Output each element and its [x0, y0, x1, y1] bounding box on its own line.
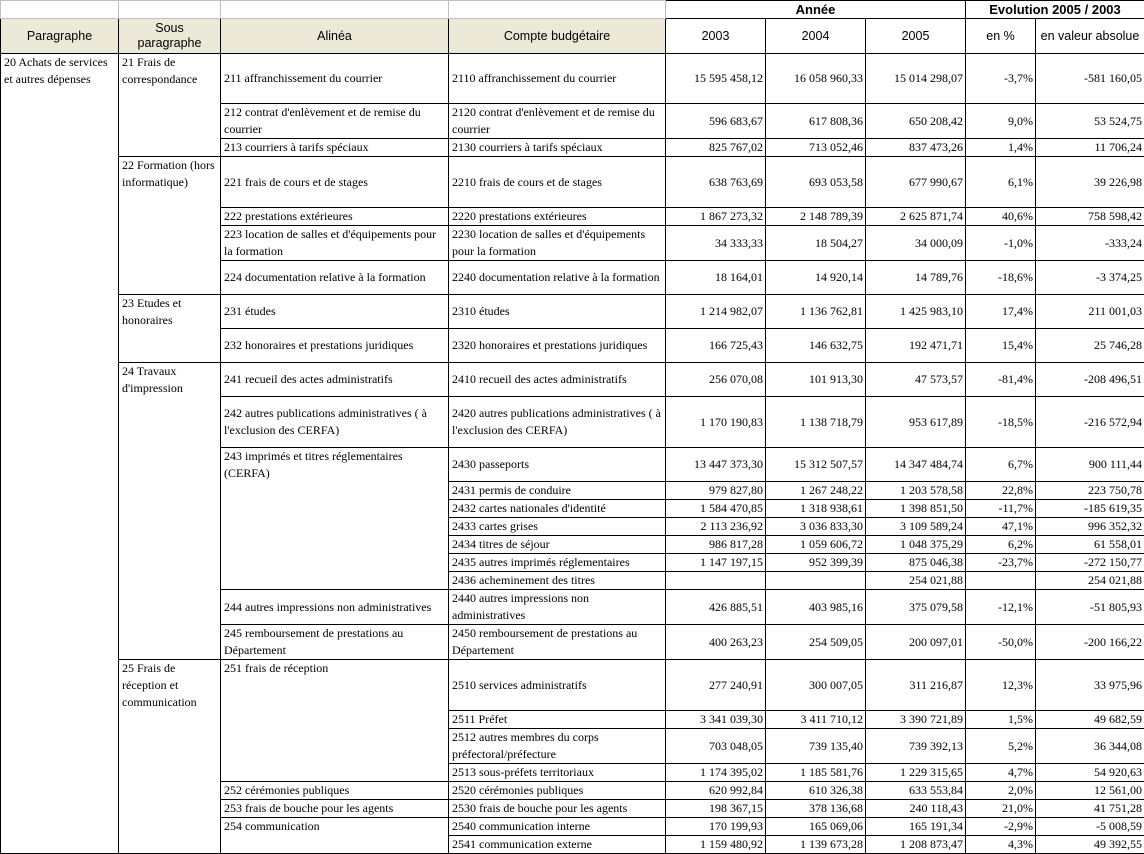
compte-cell: 2431 permis de conduire	[449, 482, 666, 500]
value-2005: 3 109 589,24	[866, 518, 966, 536]
table-row	[1, 157, 1144, 208]
evolution-abs: -272 150,77	[1036, 554, 1144, 572]
compte-cell: 2220 prestations extérieures	[449, 208, 666, 226]
value-2004: 3 411 710,12	[766, 711, 866, 729]
sous-paragraphe-cell: 22 Formation (hors informatique)	[119, 157, 221, 295]
value-2003: 1 867 273,32	[666, 208, 766, 226]
value-2003: 1 170 190,83	[666, 397, 766, 448]
value-2004: 713 052,46	[766, 139, 866, 157]
header-sous-paragraphe: Sous paragraphe	[119, 19, 221, 54]
header-alinea: Alinéa	[221, 19, 449, 54]
header-paragraphe: Paragraphe	[1, 19, 119, 54]
evolution-pct	[966, 572, 1036, 590]
evolution-pct: -18,5%	[966, 397, 1036, 448]
value-2004: 1 059 606,72	[766, 536, 866, 554]
compte-cell: 2530 frais de bouche pour les agents	[449, 800, 666, 818]
compte-cell: 2541 communication externe	[449, 836, 666, 854]
evolution-pct: 5,2%	[966, 729, 1036, 764]
compte-cell: 2512 autres membres du corps préfectoral/préfecture	[449, 729, 666, 764]
value-2005: 1 208 873,47	[866, 836, 966, 854]
header-pct: en %	[966, 19, 1036, 54]
evolution-pct: 15,4%	[966, 329, 1036, 363]
value-2004: 1 138 718,79	[766, 397, 866, 448]
evolution-pct: 22,8%	[966, 482, 1036, 500]
evolution-abs: -5 008,59	[1036, 818, 1144, 836]
evolution-abs: 900 111,44	[1036, 448, 1144, 482]
alinea-cell: 224 documentation relative à la formation	[221, 261, 449, 295]
value-2003: 1 159 480,92	[666, 836, 766, 854]
value-2005: 837 473,26	[866, 139, 966, 157]
header-group-row	[1, 1, 1144, 19]
value-2005: 633 553,84	[866, 782, 966, 800]
value-2005: 192 471,71	[866, 329, 966, 363]
evolution-pct: -50,0%	[966, 625, 1036, 660]
evolution-abs: -216 572,94	[1036, 397, 1144, 448]
evolution-abs: 12 561,00	[1036, 782, 1144, 800]
paragraphe-cell: 20 Achats de services et autres dépenses	[1, 54, 119, 854]
value-2003	[666, 572, 766, 590]
evolution-pct: -12,1%	[966, 590, 1036, 625]
evolution-abs: 33 975,96	[1036, 660, 1144, 711]
evolution-pct: 6,2%	[966, 536, 1036, 554]
compte-cell: 2230 location de salles et d'équipements pour la formation	[449, 226, 666, 261]
evolution-abs: 223 750,78	[1036, 482, 1144, 500]
value-2003: 256 070,08	[666, 363, 766, 397]
evolution-pct: 17,4%	[966, 295, 1036, 329]
evolution-abs: 49 682,59	[1036, 711, 1144, 729]
evolution-abs: 61 558,01	[1036, 536, 1144, 554]
value-2004: 3 036 833,30	[766, 518, 866, 536]
value-2003: 198 367,15	[666, 800, 766, 818]
compte-cell: 2436 acheminement des titres	[449, 572, 666, 590]
value-2004: 378 136,68	[766, 800, 866, 818]
value-2003: 426 885,51	[666, 590, 766, 625]
evolution-pct: 6,7%	[966, 448, 1036, 482]
value-2004: 1 136 762,81	[766, 295, 866, 329]
evolution-abs: 41 751,28	[1036, 800, 1144, 818]
value-2005: 240 118,43	[866, 800, 966, 818]
evolution-pct: 1,5%	[966, 711, 1036, 729]
evolution-pct: -11,7%	[966, 500, 1036, 518]
alinea-cell: 243 imprimés et titres réglementaires (CERFA)	[221, 448, 449, 590]
evolution-pct: -18,6%	[966, 261, 1036, 295]
alinea-cell: 221 frais de cours et de stages	[221, 157, 449, 208]
value-2005: 311 216,87	[866, 660, 966, 711]
value-2004: 403 985,16	[766, 590, 866, 625]
evolution-abs: 25 746,28	[1036, 329, 1144, 363]
value-2005: 34 000,09	[866, 226, 966, 261]
evolution-pct: -1,0%	[966, 226, 1036, 261]
value-2003: 1 174 395,02	[666, 764, 766, 782]
compte-cell: 2510 services administratifs	[449, 660, 666, 711]
alinea-cell: 213 courriers à tarifs spéciaux	[221, 139, 449, 157]
value-2005: 14 347 484,74	[866, 448, 966, 482]
evolution-abs: 11 706,24	[1036, 139, 1144, 157]
value-2004: 952 399,39	[766, 554, 866, 572]
empty-cell	[221, 1, 449, 19]
alinea-cell: 251 frais de réception	[221, 660, 449, 782]
header-2003: 2003	[666, 19, 766, 54]
header-abs: en valeur absolue	[1036, 19, 1144, 54]
value-2003: 703 048,05	[666, 729, 766, 764]
value-2003: 596 683,67	[666, 104, 766, 139]
evolution-pct: 21,0%	[966, 800, 1036, 818]
compte-cell: 2540 communication interne	[449, 818, 666, 836]
evolution-abs: 996 352,32	[1036, 518, 1144, 536]
alinea-cell: 253 frais de bouche pour les agents	[221, 800, 449, 818]
value-2004: 146 632,75	[766, 329, 866, 363]
value-2005: 875 046,38	[866, 554, 966, 572]
value-2003: 15 595 458,12	[666, 54, 766, 104]
evolution-abs: 54 920,63	[1036, 764, 1144, 782]
value-2005: 1 425 983,10	[866, 295, 966, 329]
value-2005: 47 573,57	[866, 363, 966, 397]
compte-cell: 2310 études	[449, 295, 666, 329]
evolution-abs: 211 001,03	[1036, 295, 1144, 329]
value-2005: 254 021,88	[866, 572, 966, 590]
evolution-abs: -185 619,35	[1036, 500, 1144, 518]
compte-cell: 2520 cérémonies publiques	[449, 782, 666, 800]
value-2004: 617 808,36	[766, 104, 866, 139]
evolution-pct: -2,9%	[966, 818, 1036, 836]
value-2003: 638 763,69	[666, 157, 766, 208]
compte-cell: 2110 affranchissement du courrier	[449, 54, 666, 104]
value-2005: 1 229 315,65	[866, 764, 966, 782]
evolution-abs: 758 598,42	[1036, 208, 1144, 226]
evolution-pct: -23,7%	[966, 554, 1036, 572]
empty-cell	[449, 1, 666, 19]
value-2004: 610 326,38	[766, 782, 866, 800]
value-2005: 375 079,58	[866, 590, 966, 625]
value-2004	[766, 572, 866, 590]
value-2003: 277 240,91	[666, 660, 766, 711]
evolution-abs: 49 392,55	[1036, 836, 1144, 854]
evolution-pct: 47,1%	[966, 518, 1036, 536]
alinea-cell: 211 affranchissement du courrier	[221, 54, 449, 104]
evolution-pct: 40,6%	[966, 208, 1036, 226]
value-2003: 18 164,01	[666, 261, 766, 295]
sous-paragraphe-cell: 23 Etudes et honoraires	[119, 295, 221, 363]
value-2004: 1 318 938,61	[766, 500, 866, 518]
compte-cell: 2420 autres publications administratives ( à l'exclusion des CERFA)	[449, 397, 666, 448]
evolution-abs: -208 496,51	[1036, 363, 1144, 397]
value-2003: 1 584 470,85	[666, 500, 766, 518]
compte-cell: 2433 cartes grises	[449, 518, 666, 536]
value-2004: 1 267 248,22	[766, 482, 866, 500]
value-2003: 170 199,93	[666, 818, 766, 836]
sous-paragraphe-cell: 21 Frais de correspondance	[119, 54, 221, 157]
value-2005: 677 990,67	[866, 157, 966, 208]
value-2003: 166 725,43	[666, 329, 766, 363]
alinea-cell: 254 communication	[221, 818, 449, 854]
sous-paragraphe-cell: 25 Frais de réception et communication	[119, 660, 221, 854]
evolution-abs: 36 344,08	[1036, 729, 1144, 764]
table-row	[1, 295, 1144, 329]
evolution-abs: 53 524,75	[1036, 104, 1144, 139]
value-2005: 739 392,13	[866, 729, 966, 764]
evolution-abs: -3 374,25	[1036, 261, 1144, 295]
value-2003: 13 447 373,30	[666, 448, 766, 482]
evolution-pct: -81,4%	[966, 363, 1036, 397]
value-2004: 14 920,14	[766, 261, 866, 295]
evolution-pct: 2,0%	[966, 782, 1036, 800]
value-2003: 34 333,33	[666, 226, 766, 261]
alinea-cell: 242 autres publications administratives ( à l'exclusion des CERFA)	[221, 397, 449, 448]
value-2005: 165 191,34	[866, 818, 966, 836]
value-2003: 825 767,02	[666, 139, 766, 157]
compte-cell: 2240 documentation relative à la formation	[449, 261, 666, 295]
evolution-abs: 39 226,98	[1036, 157, 1144, 208]
compte-cell: 2410 recueil des actes administratifs	[449, 363, 666, 397]
alinea-cell: 245 remboursement de prestations au Département	[221, 625, 449, 660]
compte-cell: 2511 Préfet	[449, 711, 666, 729]
compte-cell: 2440 autres impressions non administratives	[449, 590, 666, 625]
evolution-abs: -200 166,22	[1036, 625, 1144, 660]
compte-cell: 2210 frais de cours et de stages	[449, 157, 666, 208]
value-2004: 15 312 507,57	[766, 448, 866, 482]
value-2005: 2 625 871,74	[866, 208, 966, 226]
evolution-pct: 6,1%	[966, 157, 1036, 208]
value-2005: 650 208,42	[866, 104, 966, 139]
value-2004: 693 053,58	[766, 157, 866, 208]
alinea-cell: 232 honoraires et prestations juridiques	[221, 329, 449, 363]
value-2004: 2 148 789,39	[766, 208, 866, 226]
evolution-abs: -581 160,05	[1036, 54, 1144, 104]
table-row	[1, 660, 1144, 711]
value-2005: 3 390 721,89	[866, 711, 966, 729]
compte-cell: 2430 passeports	[449, 448, 666, 482]
value-2004: 254 509,05	[766, 625, 866, 660]
evolution-pct: 9,0%	[966, 104, 1036, 139]
alinea-cell: 223 location de salles et d'équipements pour la formation	[221, 226, 449, 261]
header-row	[1, 19, 1144, 54]
evolution-pct: 12,3%	[966, 660, 1036, 711]
value-2003: 400 263,23	[666, 625, 766, 660]
value-2005: 953 617,89	[866, 397, 966, 448]
evolution-abs: -51 805,93	[1036, 590, 1144, 625]
value-2003: 1 214 982,07	[666, 295, 766, 329]
value-2003: 2 113 236,92	[666, 518, 766, 536]
alinea-cell: 241 recueil des actes administratifs	[221, 363, 449, 397]
table-row	[1, 363, 1144, 397]
value-2005: 200 097,01	[866, 625, 966, 660]
header-2004: 2004	[766, 19, 866, 54]
value-2005: 1 203 578,58	[866, 482, 966, 500]
value-2004: 1 139 673,28	[766, 836, 866, 854]
compte-cell: 2432 cartes nationales d'identité	[449, 500, 666, 518]
value-2003: 1 147 197,15	[666, 554, 766, 572]
value-2003: 986 817,28	[666, 536, 766, 554]
compte-cell: 2450 remboursement de prestations au Département	[449, 625, 666, 660]
compte-cell: 2320 honoraires et prestations juridiques	[449, 329, 666, 363]
empty-cell	[119, 1, 221, 19]
value-2003: 3 341 039,30	[666, 711, 766, 729]
value-2005: 1 398 851,50	[866, 500, 966, 518]
evolution-pct: -3,7%	[966, 54, 1036, 104]
value-2005: 15 014 298,07	[866, 54, 966, 104]
value-2004: 18 504,27	[766, 226, 866, 261]
compte-cell: 2130 courriers à tarifs spéciaux	[449, 139, 666, 157]
alinea-cell: 231 études	[221, 295, 449, 329]
value-2004: 165 069,06	[766, 818, 866, 836]
value-2003: 979 827,80	[666, 482, 766, 500]
alinea-cell: 244 autres impressions non administratives	[221, 590, 449, 625]
header-2005: 2005	[866, 19, 966, 54]
evolution-pct: 4,3%	[966, 836, 1036, 854]
compte-cell: 2435 autres imprimés réglementaires	[449, 554, 666, 572]
value-2004: 1 185 581,76	[766, 764, 866, 782]
evolution-abs: 254 021,88	[1036, 572, 1144, 590]
value-2003: 620 992,84	[666, 782, 766, 800]
compte-cell: 2120 contrat d'enlèvement et de remise du courrier	[449, 104, 666, 139]
header-evolution: Evolution 2005 / 2003	[966, 1, 1144, 19]
value-2005: 1 048 375,29	[866, 536, 966, 554]
value-2004: 101 913,30	[766, 363, 866, 397]
value-2004: 739 135,40	[766, 729, 866, 764]
table-row	[1, 54, 1144, 104]
value-2005: 14 789,76	[866, 261, 966, 295]
sous-paragraphe-cell: 24 Travaux d'impression	[119, 363, 221, 660]
alinea-cell: 222 prestations extérieures	[221, 208, 449, 226]
evolution-pct: 1,4%	[966, 139, 1036, 157]
alinea-cell: 212 contrat d'enlèvement et de remise du courrier	[221, 104, 449, 139]
evolution-abs: -333,24	[1036, 226, 1144, 261]
alinea-cell: 252 cérémonies publiques	[221, 782, 449, 800]
compte-cell: 2513 sous-préfets territoriaux	[449, 764, 666, 782]
header-compte: Compte budgétaire	[449, 19, 666, 54]
empty-cell	[1, 1, 119, 19]
compte-cell: 2434 titres de séjour	[449, 536, 666, 554]
evolution-pct: 4,7%	[966, 764, 1036, 782]
value-2004: 300 007,05	[766, 660, 866, 711]
header-annee: Année	[666, 1, 966, 19]
value-2004: 16 058 960,33	[766, 54, 866, 104]
